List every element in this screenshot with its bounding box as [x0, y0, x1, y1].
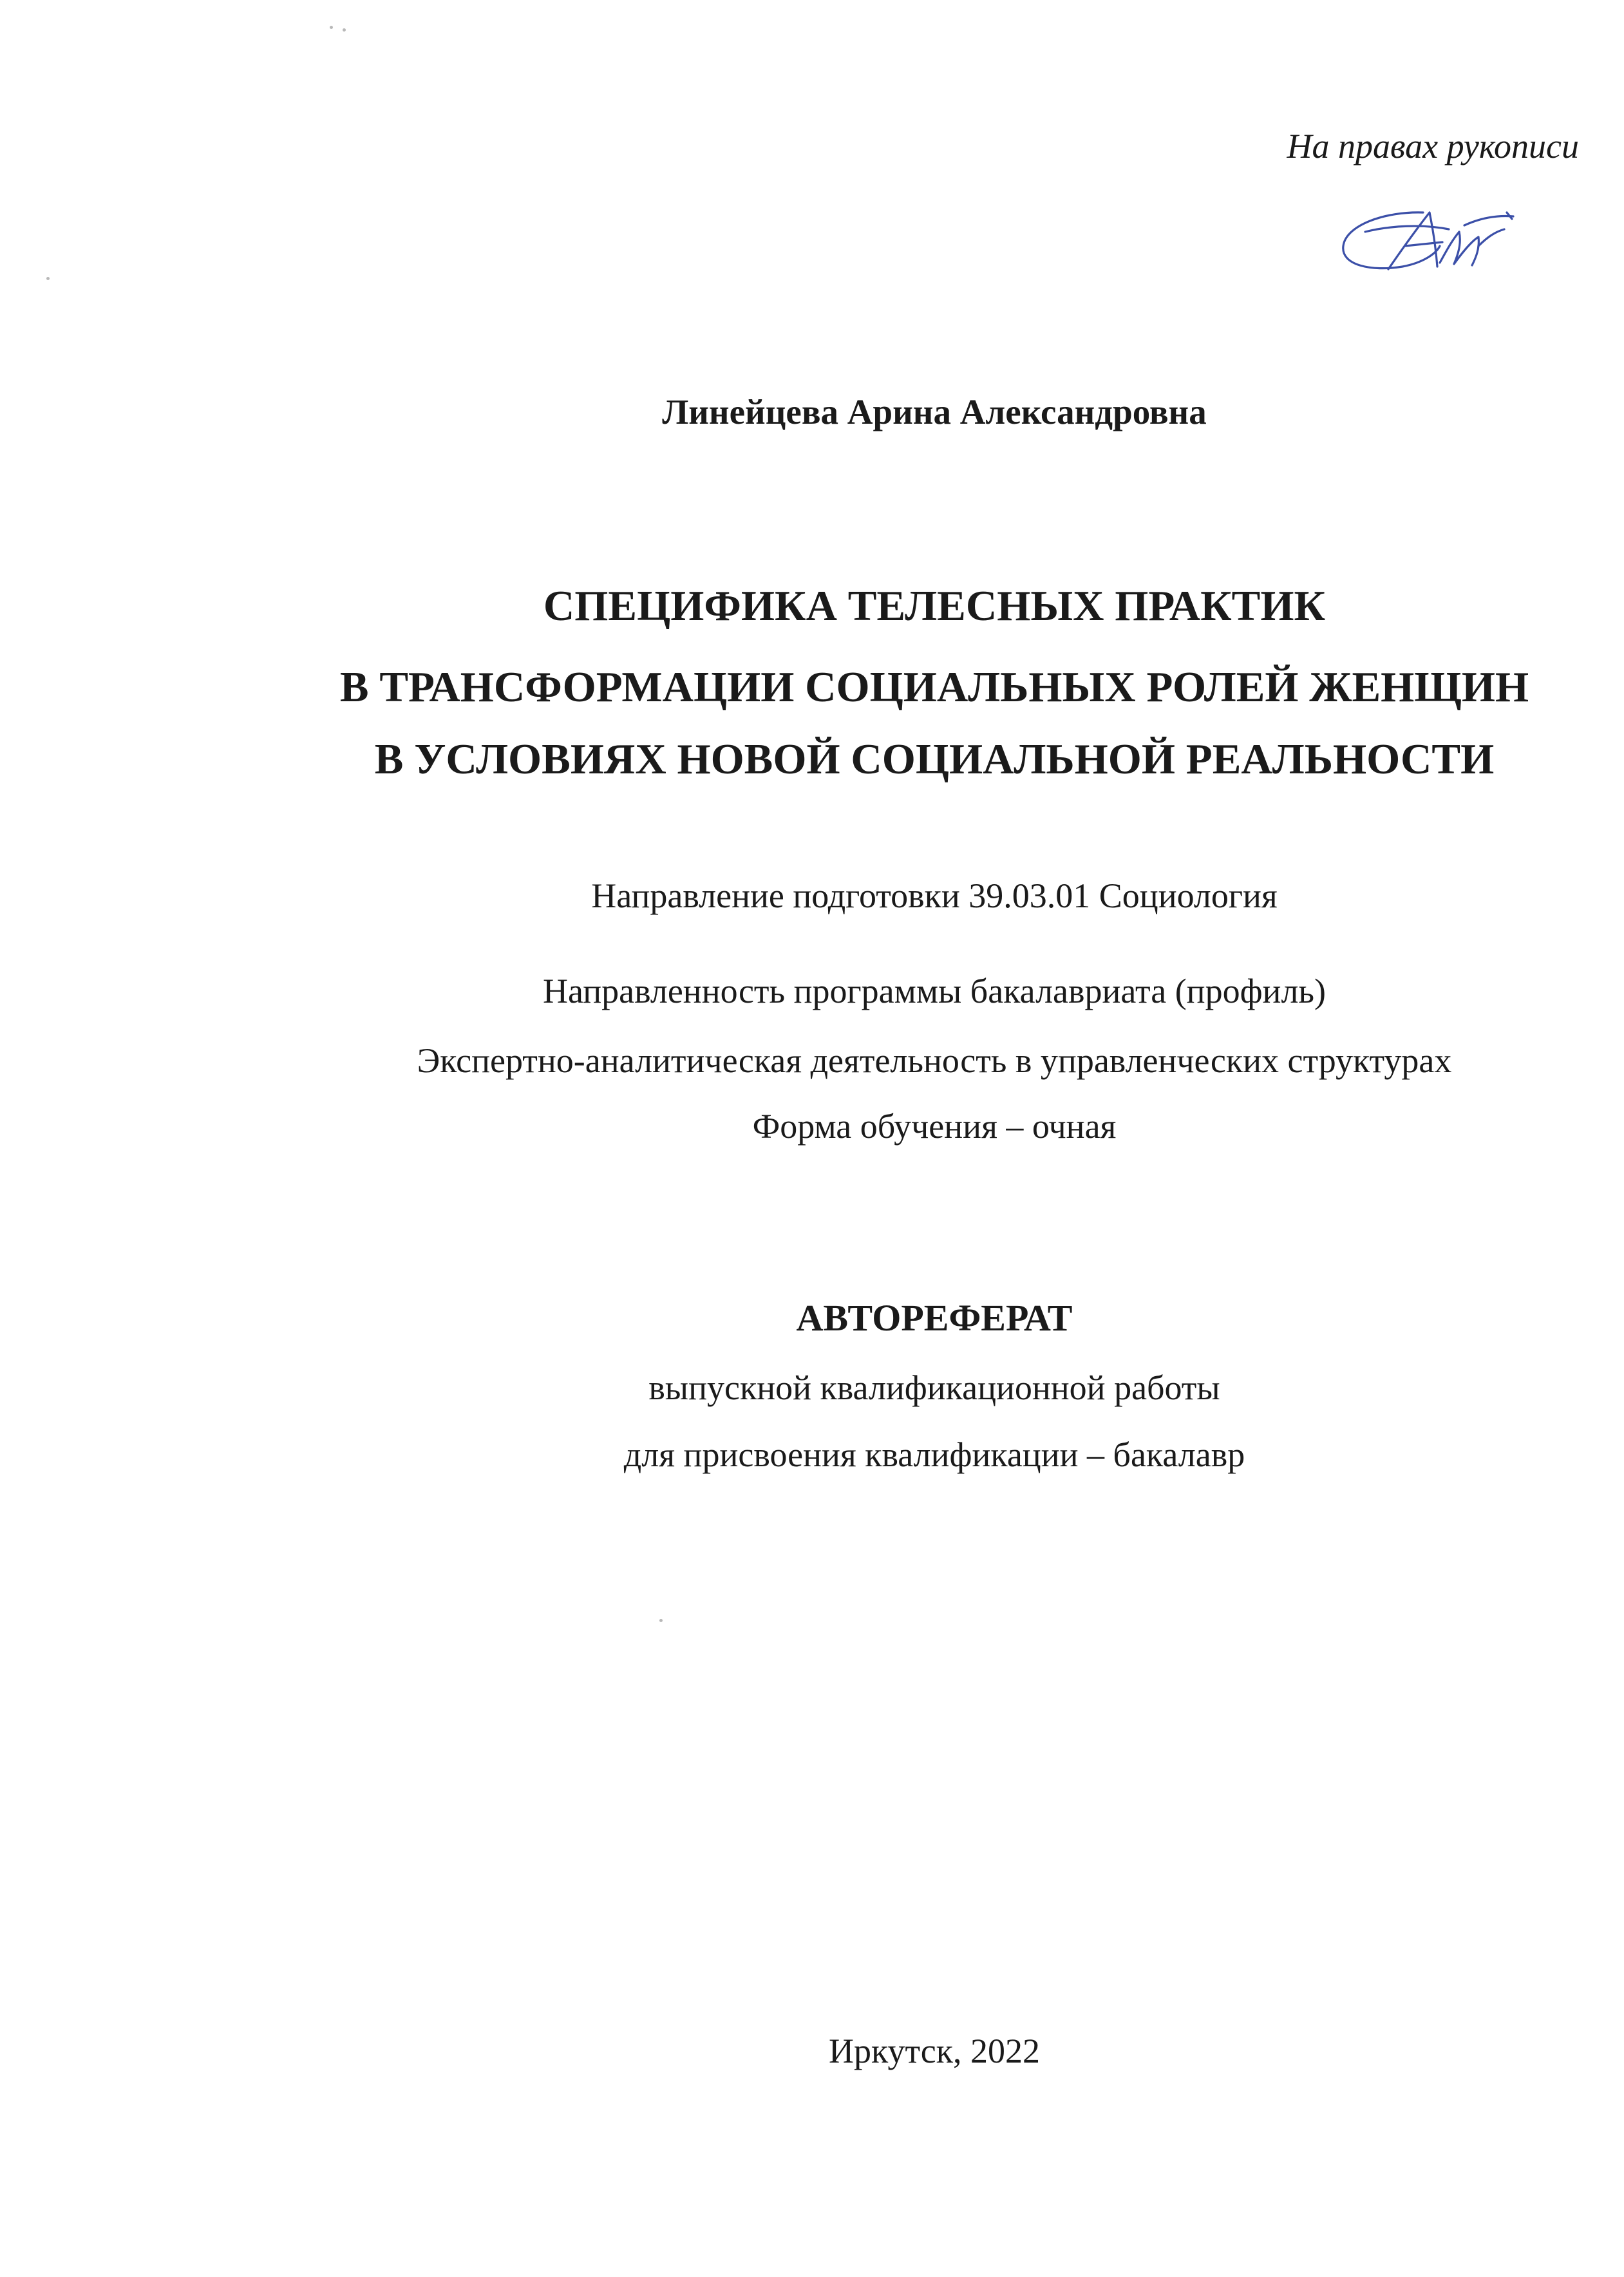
abstract-subtitle-2: для присвоения квалификации – бакалавр: [623, 1435, 1245, 1474]
city-year: Иркутск, 2022: [829, 2032, 1040, 2070]
title-line-1: СПЕЦИФИКА ТЕЛЕСНЫХ ПРАКТИК: [543, 582, 1326, 630]
author-name: Линейцева Арина Александровна: [662, 392, 1207, 431]
scan-speck: [46, 277, 50, 280]
title-line-2: В ТРАНСФОРМАЦИИ СОЦИАЛЬНЫХ РОЛЕЙ ЖЕНЩИН: [339, 663, 1529, 711]
manuscript-note: На правах рукописи: [1287, 127, 1579, 165]
study-direction: Направление подготовки 39.03.01 Социология: [591, 876, 1278, 915]
program-profile: Экспертно-аналитическая деятельность в управленческих структурах: [417, 1041, 1452, 1080]
abstract-heading: АВТОРЕФЕРАТ: [796, 1297, 1073, 1339]
scan-speck: [330, 26, 333, 29]
scan-speck: [659, 1619, 663, 1622]
study-form: Форма обучения – очная: [752, 1107, 1117, 1146]
abstract-subtitle-1: выпускной квалификационной работы: [648, 1368, 1220, 1407]
title-line-3: В УСЛОВИЯХ НОВОЙ СОЦИАЛЬНОЙ РЕАЛЬНОСТИ: [374, 735, 1495, 783]
scan-speck: [343, 28, 346, 32]
signature-image: [1327, 187, 1533, 290]
program-orientation: Направленность программы бакалавриата (профиль): [542, 972, 1327, 1010]
